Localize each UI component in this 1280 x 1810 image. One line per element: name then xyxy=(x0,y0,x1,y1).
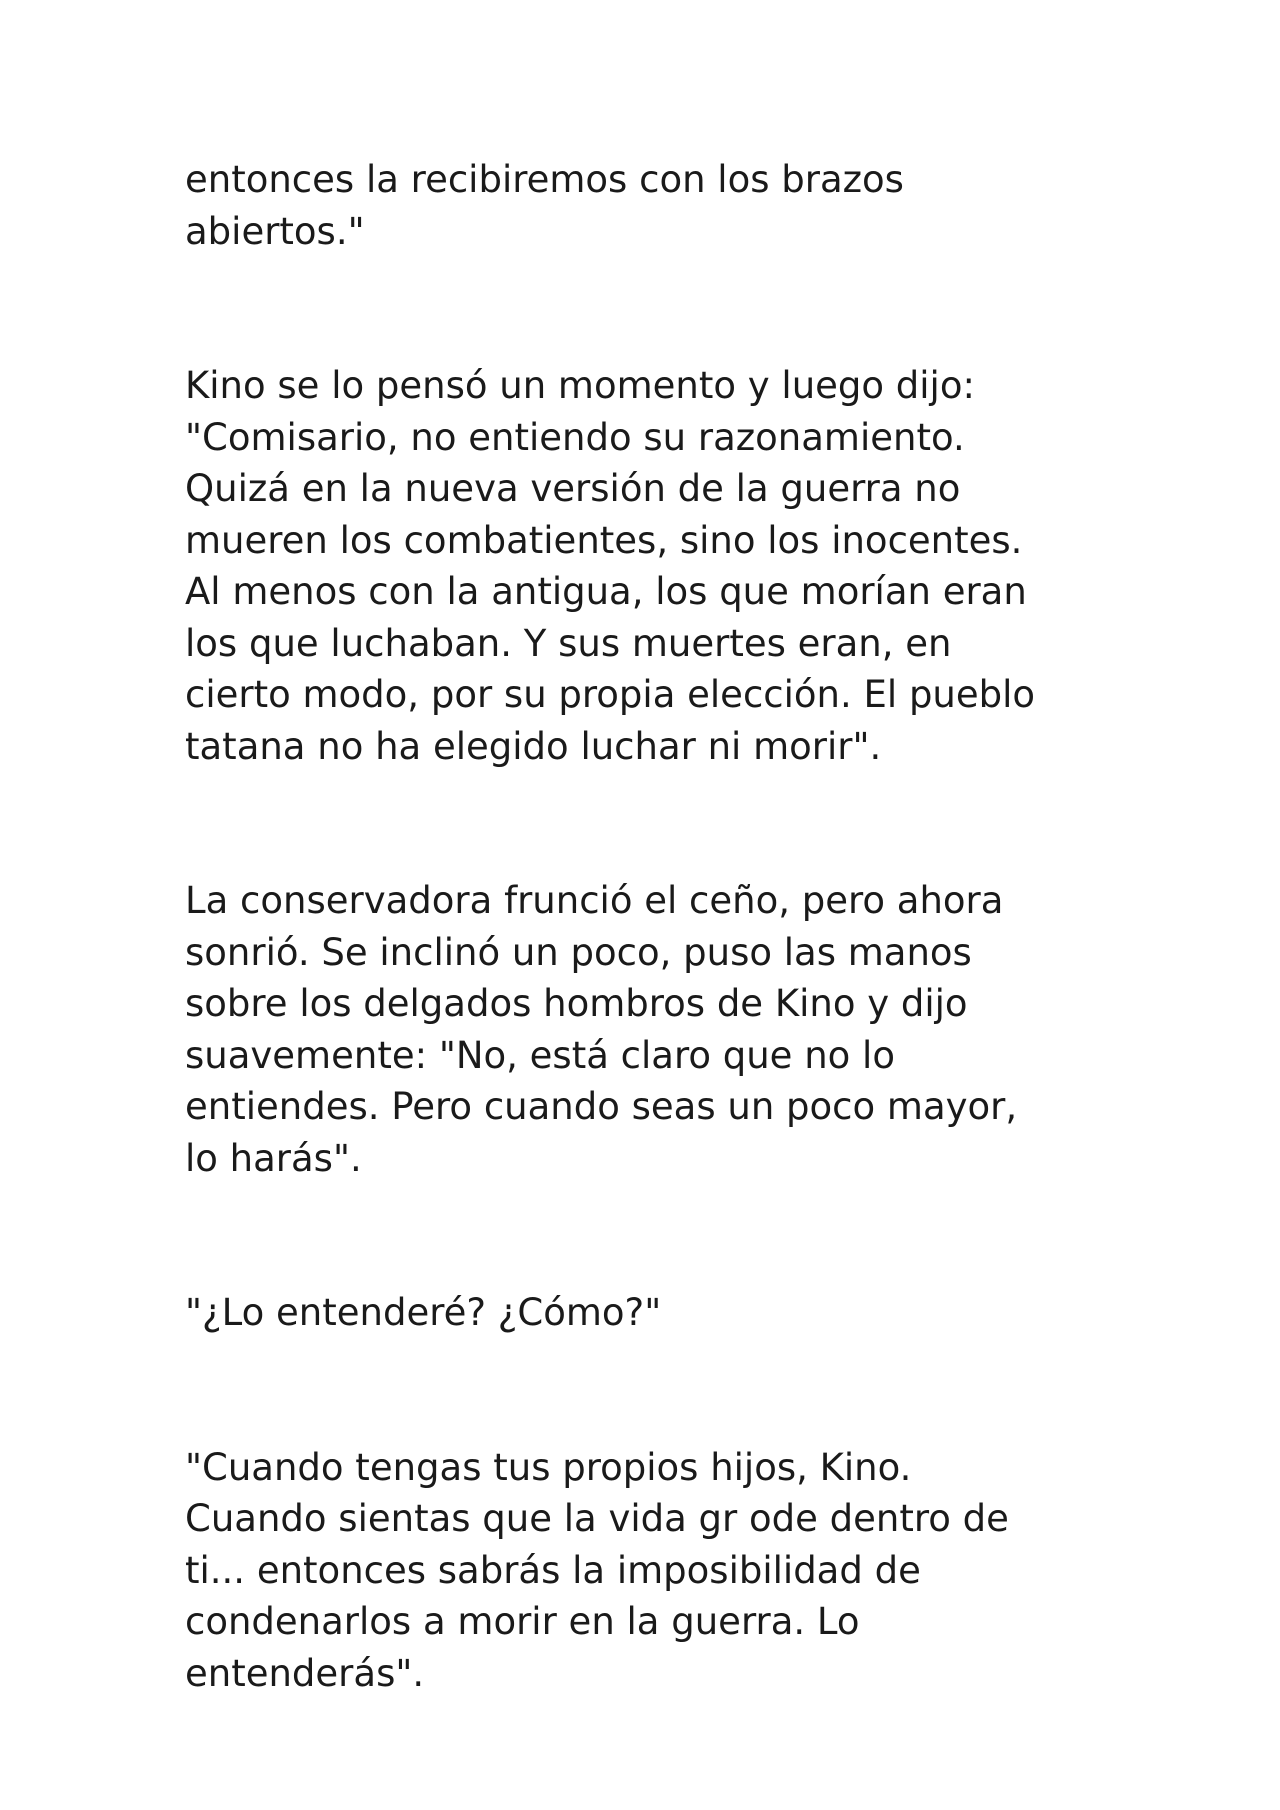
paragraph-5 xyxy=(185,1442,1185,1700)
paragraph-4 xyxy=(185,1287,1185,1339)
text-line: Al menos con la antigua, los que morían eran xyxy=(185,570,1027,613)
text-line: lo harás". xyxy=(185,1136,362,1180)
text-line: sonrió. Se inclinó un poco, puso las manos xyxy=(185,930,972,974)
text-line: sobre los delgados hombros de Kino y dijo xyxy=(185,982,968,1025)
text-line: tatana no ha elegido luchar ni morir". xyxy=(185,724,882,768)
text-line: "¿Lo entenderé? ¿Cómo?" xyxy=(185,1291,662,1334)
paragraph-2 xyxy=(185,360,1185,772)
text-line: Cuando sientas que la vida gr ode dentro de xyxy=(185,1497,1009,1540)
paragraph-1 xyxy=(185,154,1185,257)
text-line: entenderás". xyxy=(185,1651,425,1695)
paragraph-3 xyxy=(185,875,1185,1184)
text-line: "Comisario, no entiendo su razonamiento. xyxy=(185,415,965,459)
text-line: Quizá en la nueva versión de la guerra no xyxy=(185,467,961,510)
text-line: cierto modo, por su propia elección. El pueblo xyxy=(185,673,1036,716)
text-line: La conservadora frunció el ceño, pero ahora xyxy=(185,879,1004,922)
text-line: Kino se lo pensó un momento y luego dijo: xyxy=(185,364,975,407)
body-text xyxy=(185,154,1185,1802)
text-line: entonces la recibiremos con los brazos xyxy=(185,158,904,201)
text-line: mueren los combatientes, sino los inocentes. xyxy=(185,518,1023,562)
text-line: "Cuando tengas tus propios hijos, Kino. xyxy=(185,1445,912,1489)
text-line: abiertos." xyxy=(185,209,365,253)
text-line: entiendes. Pero cuando seas un poco mayor, xyxy=(185,1085,1018,1128)
text-line: condenarlos a morir en la guerra. Lo xyxy=(185,1600,860,1643)
text-line: ti... entonces sabrás la imposibilidad de xyxy=(185,1548,921,1592)
text-line: los que luchaban. Y sus muertes eran, en xyxy=(185,621,952,665)
text-line: suavemente: "No, está claro que no lo xyxy=(185,1033,895,1077)
